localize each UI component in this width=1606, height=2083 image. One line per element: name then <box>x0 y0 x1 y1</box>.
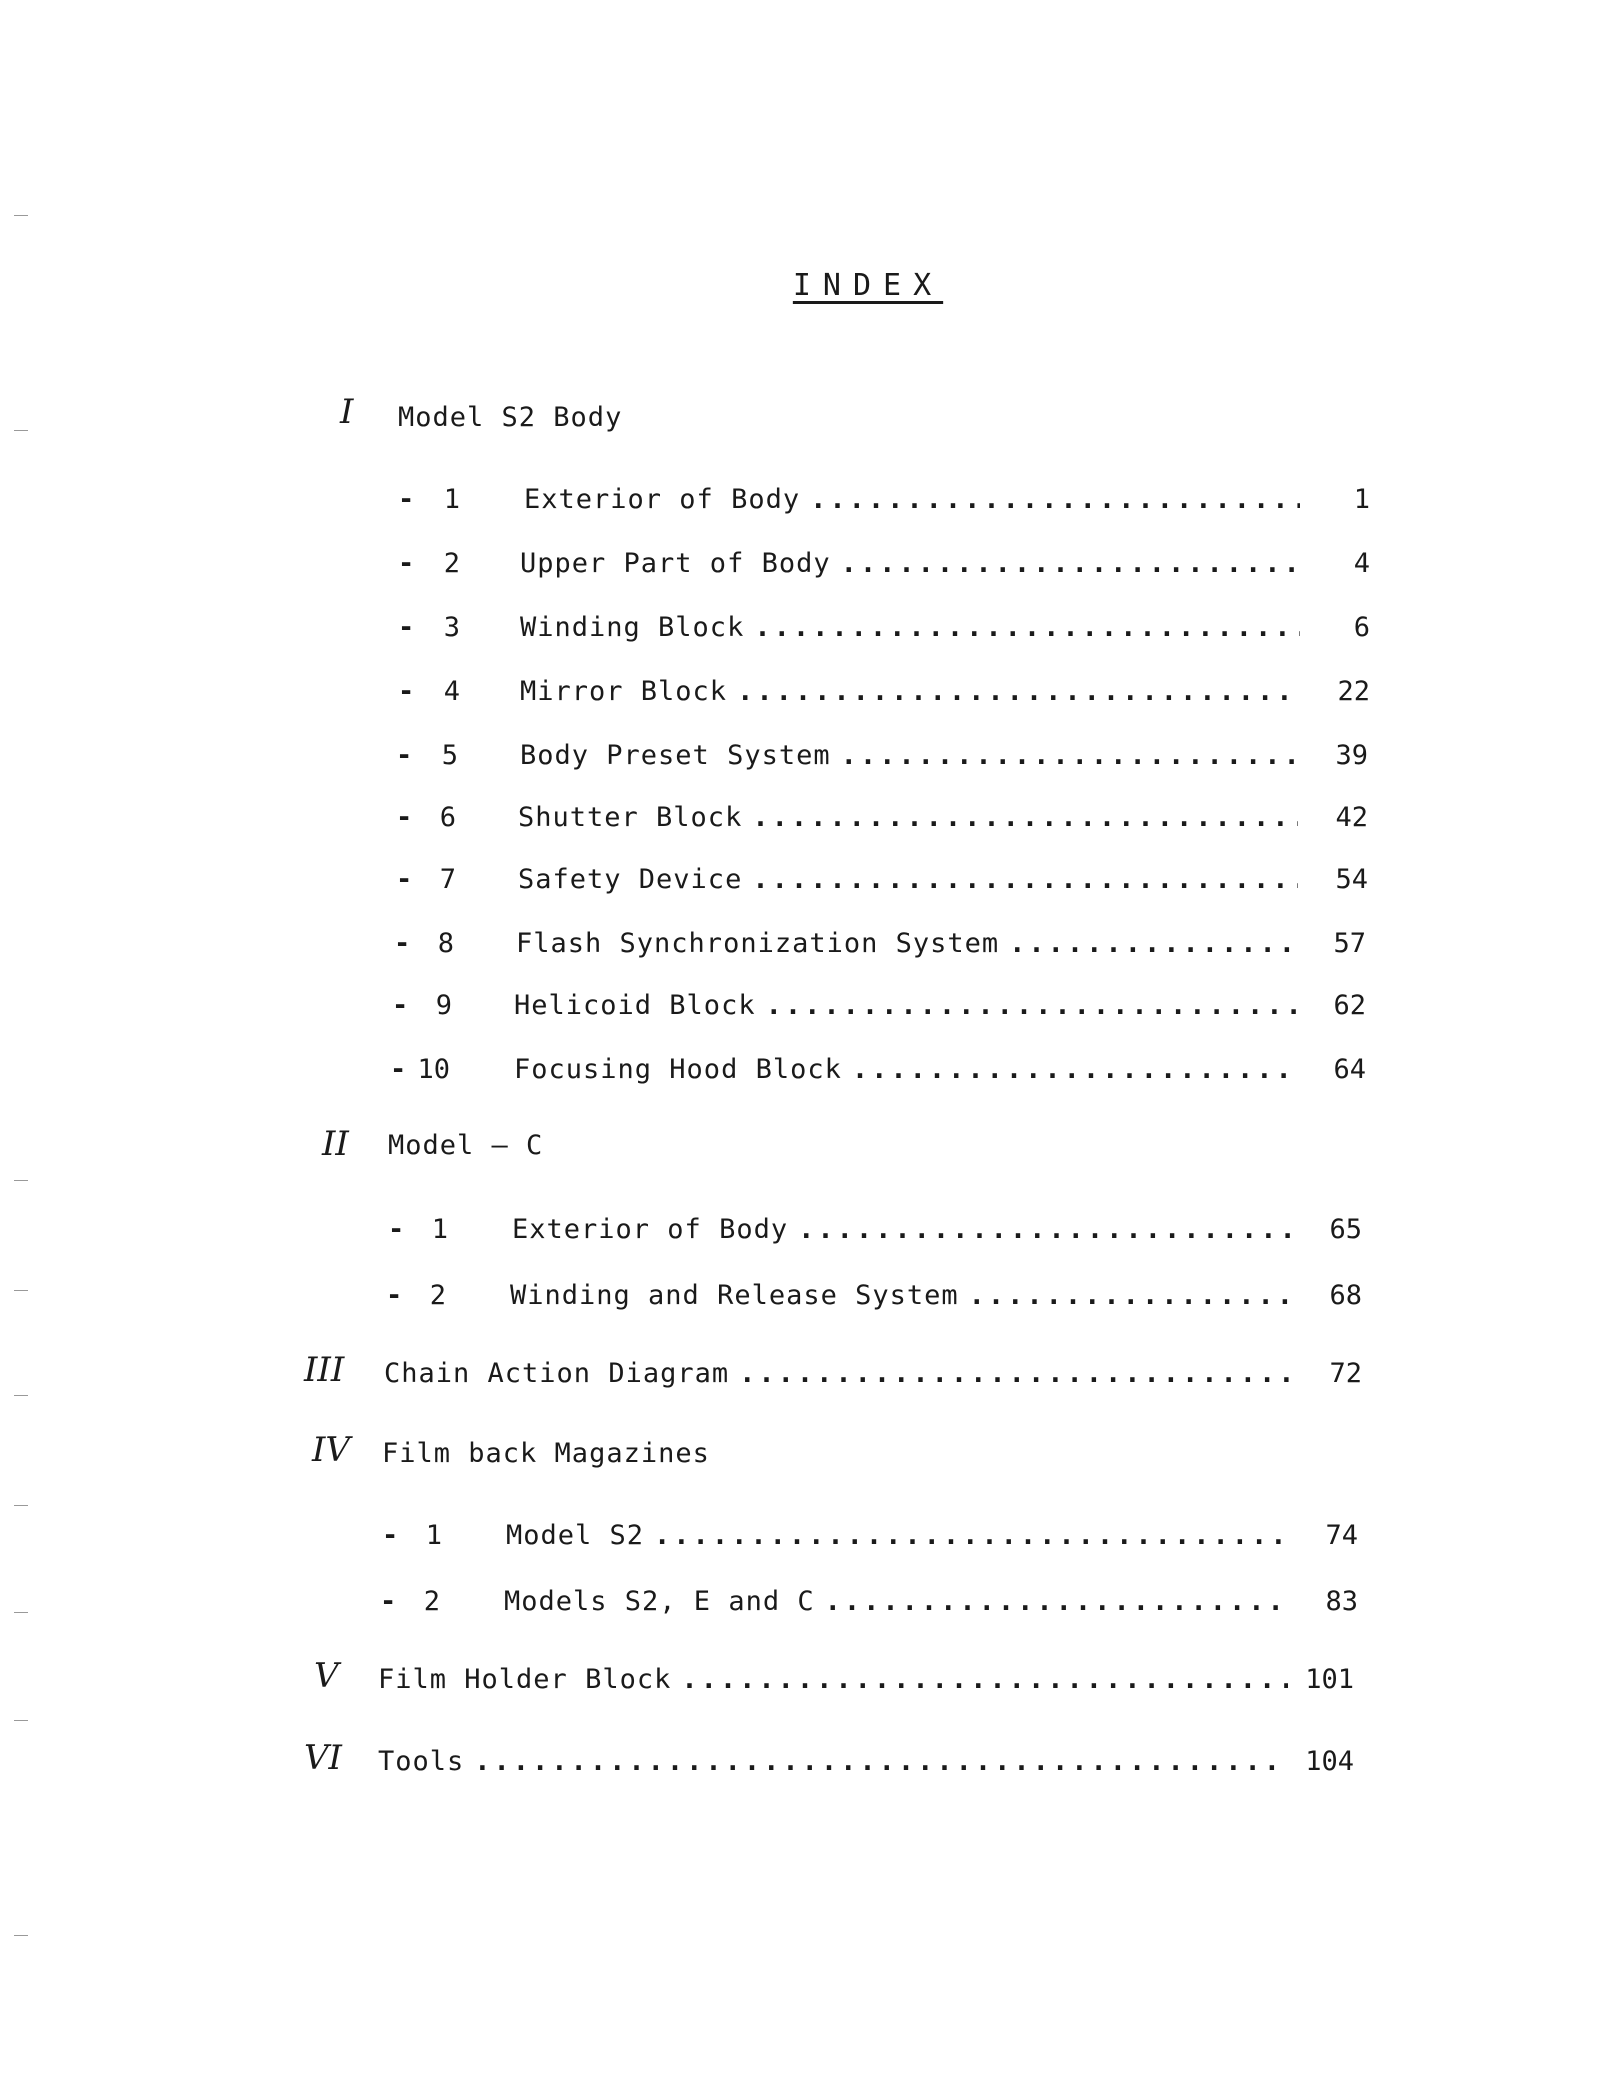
entry-dash: - <box>394 928 411 959</box>
entry-dash: - <box>380 1586 397 1617</box>
entry-dash: - <box>386 1280 403 1311</box>
section-numeral: III <box>304 1350 345 1390</box>
dot-leader <box>739 1354 1292 1394</box>
entry-page: 39 <box>1335 740 1368 771</box>
entry-page: 64 <box>1333 1054 1366 1085</box>
entry-title: Body Preset System <box>520 740 831 771</box>
entry-dash: - <box>396 802 413 833</box>
dot-leader <box>474 1742 1288 1782</box>
entry-title: Helicoid Block <box>514 990 756 1021</box>
entry-line <box>510 1276 1302 1316</box>
entry-number: 10 <box>417 1054 450 1085</box>
entry-dash: - <box>398 484 415 515</box>
entry-line <box>378 1742 1298 1782</box>
entry-number: 1 <box>431 1214 448 1245</box>
entry-title: Winding and Release System <box>510 1280 959 1311</box>
section-heading: Model S2 Body <box>398 402 623 433</box>
entry-dash: - <box>398 676 415 707</box>
entry-title: Upper Part of Body <box>520 548 831 579</box>
entry-page: 54 <box>1335 864 1368 895</box>
entry-line <box>516 924 1306 964</box>
section-numeral: V <box>314 1656 339 1696</box>
section-heading: Film Holder Block <box>378 1664 672 1695</box>
dot-leader <box>754 608 1300 648</box>
dot-leader <box>752 860 1298 900</box>
section-numeral: I <box>340 392 354 432</box>
section-heading: Film back Magazines <box>382 1438 710 1469</box>
entry-page: 104 <box>1305 1746 1354 1777</box>
entry-title: Model S2 <box>506 1520 645 1551</box>
section-heading: Model – C <box>388 1130 544 1161</box>
entry-line <box>378 1660 1298 1700</box>
margin-tick <box>14 215 28 216</box>
entry-dash: - <box>382 1520 399 1551</box>
entry-title: Safety Device <box>518 864 743 895</box>
dot-leader <box>825 1582 1288 1622</box>
dot-leader <box>737 672 1300 712</box>
margin-tick <box>14 1180 28 1181</box>
entry-title: Exterior of Body <box>512 1214 789 1245</box>
margin-tick <box>14 1720 28 1721</box>
entry-number: 2 <box>429 1280 446 1311</box>
entry-page: 4 <box>1353 548 1370 579</box>
entry-number: 1 <box>425 1520 442 1551</box>
entry-line <box>524 480 1310 520</box>
entry-page: 57 <box>1333 928 1366 959</box>
entry-dash: - <box>392 990 409 1021</box>
entry-title: Shutter Block <box>518 802 743 833</box>
section-heading: Tools <box>378 1746 465 1777</box>
entry-page: 101 <box>1305 1664 1354 1695</box>
dot-leader <box>798 1210 1292 1250</box>
entry-dash: - <box>396 864 413 895</box>
entry-page: 83 <box>1325 1586 1358 1617</box>
dot-leader <box>810 480 1300 520</box>
entry-page: 1 <box>1353 484 1370 515</box>
entry-page: 74 <box>1325 1520 1358 1551</box>
entry-line <box>384 1354 1302 1394</box>
dot-leader <box>654 1516 1288 1556</box>
entry-line <box>514 1050 1306 1090</box>
entry-page: 65 <box>1329 1214 1362 1245</box>
entry-line <box>518 798 1308 838</box>
entry-line <box>520 672 1310 712</box>
section-heading: Chain Action Diagram <box>384 1358 730 1389</box>
entry-dash: - <box>390 1054 407 1085</box>
entry-number: 2 <box>443 548 460 579</box>
entry-page: 42 <box>1335 802 1368 833</box>
entry-title: Flash Synchronization System <box>516 928 1000 959</box>
dot-leader <box>969 1276 1292 1316</box>
entry-line <box>512 1210 1302 1250</box>
dot-leader <box>766 986 1296 1026</box>
entry-title: Focusing Hood Block <box>514 1054 842 1085</box>
dot-leader <box>752 798 1298 838</box>
entry-page: 62 <box>1333 990 1366 1021</box>
entry-line <box>514 986 1306 1026</box>
dot-leader <box>852 1050 1296 1090</box>
entry-number: 6 <box>439 802 456 833</box>
entry-title: Exterior of Body <box>524 484 801 515</box>
entry-number: 4 <box>443 676 460 707</box>
entry-line <box>506 1516 1298 1556</box>
entry-line <box>520 736 1308 776</box>
entry-line <box>520 544 1310 584</box>
entry-number: 1 <box>443 484 460 515</box>
margin-tick <box>14 1935 28 1936</box>
margin-tick <box>14 430 28 431</box>
entry-number: 2 <box>423 1586 440 1617</box>
entry-dash: - <box>396 740 413 771</box>
page-title: INDEX <box>792 268 944 303</box>
entry-page: 6 <box>1353 612 1370 643</box>
entry-number: 3 <box>443 612 460 643</box>
section-numeral: IV <box>312 1430 350 1470</box>
entry-line <box>518 860 1308 900</box>
dot-leader <box>841 544 1300 584</box>
entry-page: 68 <box>1329 1280 1362 1311</box>
entry-dash: - <box>388 1214 405 1245</box>
margin-tick <box>14 1395 28 1396</box>
dot-leader <box>1009 924 1296 964</box>
entry-page: 72 <box>1329 1358 1362 1389</box>
entry-number: 5 <box>441 740 458 771</box>
margin-tick <box>14 1290 28 1291</box>
entry-title: Models S2, E and C <box>504 1586 815 1617</box>
entry-line <box>520 608 1310 648</box>
entry-dash: - <box>398 548 415 579</box>
margin-tick <box>14 1505 28 1506</box>
entry-number: 8 <box>437 928 454 959</box>
entry-number: 7 <box>439 864 456 895</box>
dot-leader <box>681 1660 1288 1700</box>
dot-leader <box>841 736 1298 776</box>
section-numeral: II <box>322 1124 349 1164</box>
entry-page: 22 <box>1337 676 1370 707</box>
entry-dash: - <box>398 612 415 643</box>
entry-title: Winding Block <box>520 612 745 643</box>
margin-tick <box>14 1612 28 1613</box>
entry-line <box>504 1582 1298 1622</box>
entry-title: Mirror Block <box>520 676 728 707</box>
entry-number: 9 <box>435 990 452 1021</box>
section-numeral: VI <box>304 1738 342 1778</box>
